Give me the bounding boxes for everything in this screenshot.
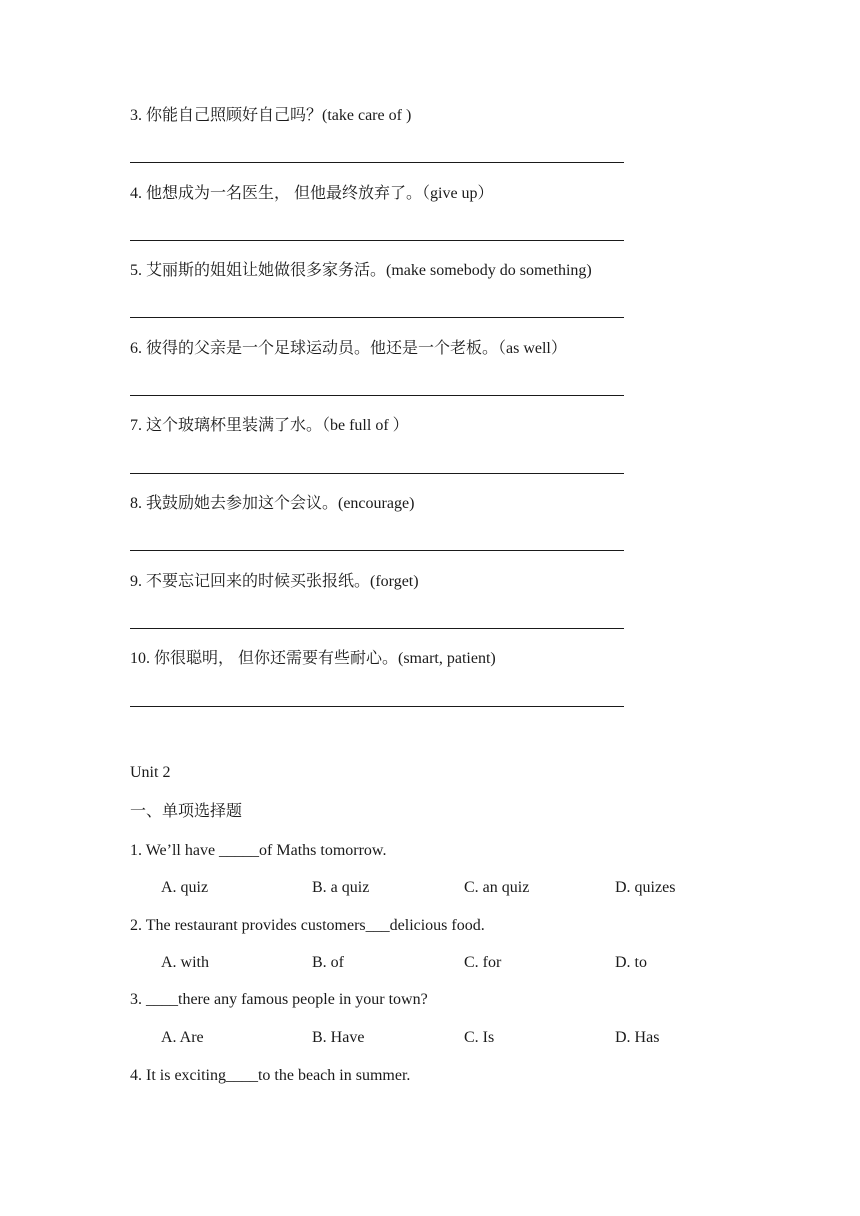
- translation-item-4: 4. 他想成为一名医生， 但他最终放弃了。（give up）: [130, 185, 494, 202]
- translation-item-7: 7. 这个玻璃杯里装满了水。（be full of ）: [130, 417, 409, 434]
- question-1-option-c[interactable]: C. an quiz: [464, 879, 530, 896]
- question-4-stem: 4. It is exciting____to the beach in summer.: [130, 1067, 411, 1084]
- question-1-option-a[interactable]: A. quiz: [161, 879, 209, 896]
- answer-line-8[interactable]: [130, 550, 624, 551]
- section-title: 一、单项选择题: [130, 803, 243, 820]
- question-2-option-a[interactable]: A. with: [161, 954, 209, 971]
- translation-item-5: 5. 艾丽斯的姐姐让她做很多家务活。(make somebody do something): [130, 262, 592, 279]
- answer-line-6[interactable]: [130, 395, 624, 396]
- answer-line-10[interactable]: [130, 706, 624, 707]
- translation-item-3: 3. 你能自己照顾好自己吗？(take care of ): [130, 107, 412, 124]
- answer-line-4[interactable]: [130, 240, 624, 241]
- question-1-option-b[interactable]: B. a quiz: [312, 879, 370, 896]
- translation-item-6: 6. 彼得的父亲是一个足球运动员。他还是一个老板。（as well）: [130, 340, 567, 357]
- unit-title: Unit 2: [130, 764, 171, 781]
- question-2-option-b[interactable]: B. of: [312, 954, 344, 971]
- question-2-option-d[interactable]: D. to: [615, 954, 647, 971]
- answer-line-7[interactable]: [130, 473, 624, 474]
- question-2-option-c[interactable]: C. for: [464, 954, 502, 971]
- question-2-stem: 2. The restaurant provides customers___delicious food.: [130, 917, 485, 934]
- question-3-option-b[interactable]: B. Have: [312, 1029, 365, 1046]
- question-3-option-a[interactable]: A. Are: [161, 1029, 204, 1046]
- question-1-stem: 1. We’ll have _____of Maths tomorrow.: [130, 842, 387, 859]
- question-1-option-d[interactable]: D. quizes: [615, 879, 676, 896]
- question-3-option-d[interactable]: D. Has: [615, 1029, 660, 1046]
- answer-line-3[interactable]: [130, 162, 624, 163]
- answer-line-9[interactable]: [130, 628, 624, 629]
- translation-item-10: 10. 你很聪明， 但你还需要有些耐心。(smart, patient): [130, 650, 496, 667]
- question-3-option-c[interactable]: C. Is: [464, 1029, 495, 1046]
- answer-line-5[interactable]: [130, 317, 624, 318]
- translation-item-8: 8. 我鼓励她去参加这个会议。(encourage): [130, 495, 415, 512]
- translation-item-9: 9. 不要忘记回来的时候买张报纸。(forget): [130, 573, 419, 590]
- question-3-stem: 3. ____there any famous people in your town?: [130, 991, 428, 1008]
